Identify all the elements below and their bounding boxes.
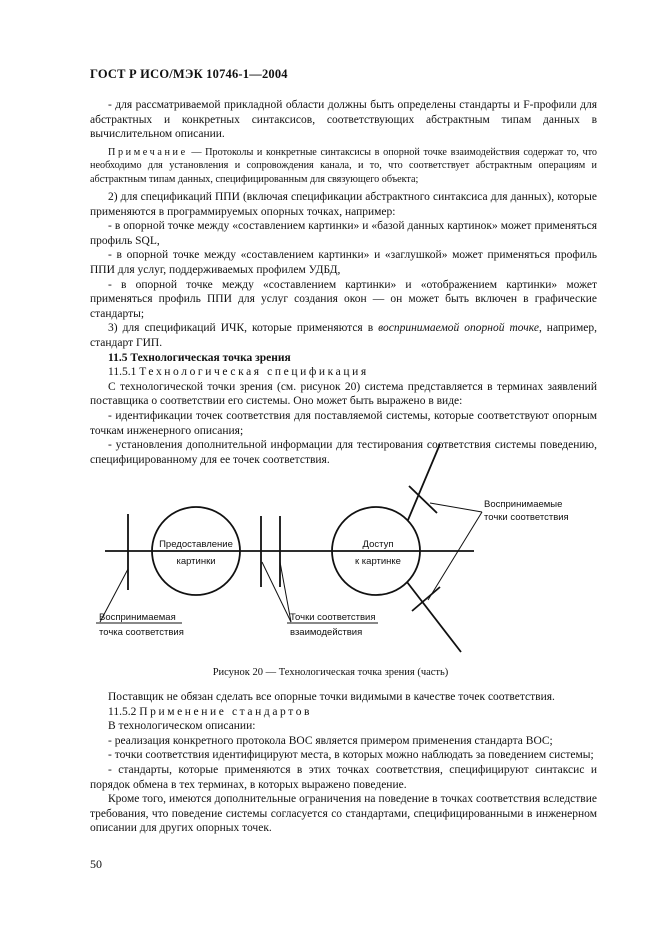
circle-right-label-2: к картинке [355,556,401,567]
note-label: Примечание [108,146,188,158]
paragraph: - реализация конкретного протокола ВОС является примером применения стандарта ВОС; [108,734,553,747]
section-title: 11.5 Технологическая точка зрения [108,351,291,364]
paragraph: - в опорной точке между «составлением картинки» и «базой данных картинок» может применяться профиль SQL, [90,220,597,247]
page-number: 50 [90,857,102,871]
paragraph: - идентификации точек соответствия для поставляемой системы, которые соответствуют опорным точкам инженерного описания; [90,409,597,437]
circle-left-label-2: картинки [176,556,216,567]
leader-perceptible-lower [428,512,482,600]
label-perceptible-right-1: Воспринимаемые [484,499,563,510]
circle-right-label-1: Доступ [362,539,394,550]
document-header: ГОСТ Р ИСО/МЭК 10746-1—2004 [90,67,288,81]
label-perceptible-left-1: Воспринимаемая [99,612,176,623]
paragraph: - для рассматриваемой прикладной области должны быть определены стандарты и F-профили для абстрактных и конкретных синтаксисов, соответствующих абстрактным типам данных в вычислительном описании. [90,99,597,141]
paragraph: С технологической точки зрения (см. рисунок 20) система представляется в терминах заявлений поставщика о соответствии его системы. Оно может быть выражено в виде: [90,380,597,408]
paragraph: - в опорной точке между «составлением картинки» и «отображением картинки» может применяться профиль ППИ для услуг создания окон — он может быть включен в графические стандарты; [90,278,597,320]
paragraph: Кроме того, имеются дополнительные ограничения на поведение в точках соответствия вследствие требования, что поведение системы согласуется со стандартами, специфицированными в инженерном описании для других опорных точек. [90,793,597,835]
subsection-title: Применение стандартов [139,705,313,718]
label-perceptible-left-2: точка соответствия [99,627,184,638]
paragraph: В технологическом описании: [108,720,256,733]
label-interaction-1: Точки соответствия [290,612,376,623]
figure-caption: Рисунок 20 — Технологическая точка зрения (часть) [212,667,449,678]
text-run: 3) для спецификаций ИЧК, которые применяются в [108,322,379,335]
text-run: , например, стандарт ГИП. [90,322,597,349]
paragraph: - в опорной точке между «составлением картинки» и «заглушкой» может применяться профиль ППИ для услуг, поддерживаемых профилем УДБД, [90,249,597,276]
subsection-title: Технологическая спецификация [139,366,369,379]
paragraph: Поставщик не обязан сделать все опорные точки видимыми в качестве точек соответствия. [108,691,555,703]
subsection-number: 11.5.2 [108,705,140,718]
label-interaction-2: взаимодействия [290,627,363,638]
diagonal-upper [408,444,440,520]
lower-text [90,690,597,836]
note-text: — Протоколы и конкретные синтаксисы в опорной точке взаимодействия содержат то, что необходимо для установления и сопровождения канала, и то, что соответствует абстрактным операциям и абстрактным типам данных, специфицированным для связующего объекта; [90,146,597,185]
paragraph: 2) для спецификаций ППИ (включая спецификации абстрактного синтаксиса для данных), которые применяются в программируемых опорных точках, например: [90,191,597,218]
subsection-number: 11.5.1 [108,366,140,379]
paragraph: - точки соответствия идентифицируют места, в которых можно наблюдать за поведением системы; [108,749,594,762]
subsection-heading [90,705,597,720]
italic-term: воспринимаемой опорной точке [378,322,539,335]
circle-left-label-1: Предоставление [159,539,233,550]
paragraph: - установления дополнительной информации для тестирования соответствия системы поведению, специфицированному для ее точек соответствия. [90,439,597,466]
paragraph: - стандарты, которые применяются в этих точках соответствия, специфицируют синтаксис и порядок обмена в тех терминах, в которых выражено поведение. [90,763,597,791]
leader-interaction-1 [262,562,291,622]
label-perceptible-right-2: точки соответствия [484,512,569,523]
leader-perceptible-upper [430,503,482,512]
